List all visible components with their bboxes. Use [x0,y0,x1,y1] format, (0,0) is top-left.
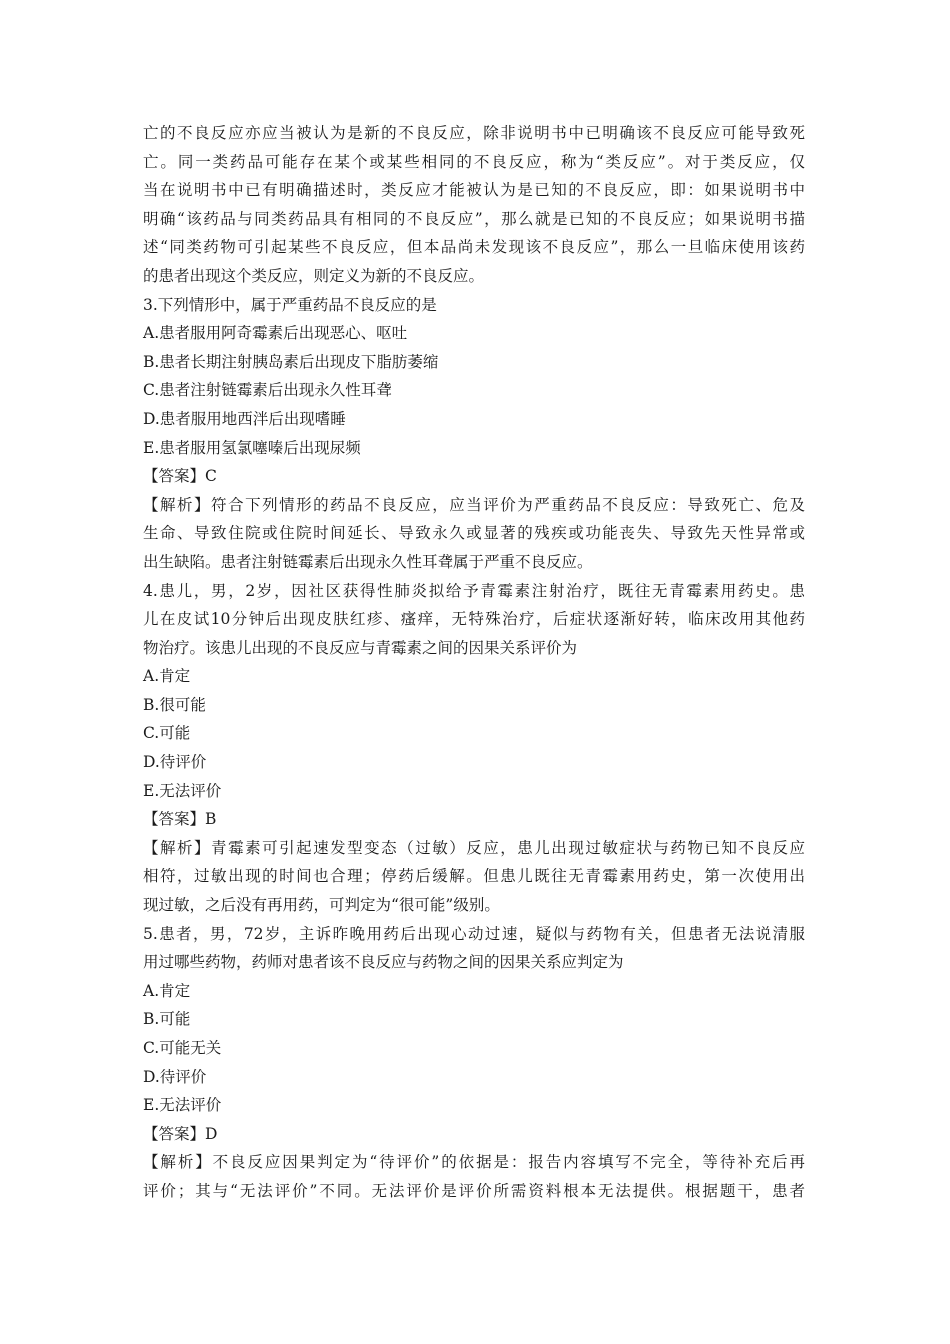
document-body [143,119,805,1206]
text-line: 【解析】符合下列情形的药品不良反应，应当评价为严重药品不良反应：导致死亡、危及 [143,495,805,514]
text-line: 评价；其与“无法评价”不同。无法评价是评价所需资料根本无法提供。根据题干，患者 [143,1181,805,1200]
text-line: 亡的不良反应亦应当被认为是新的不良反应，除非说明书中已明确该不良反应可能导致死 [143,124,805,142]
text-line: 儿在皮试10分钟后出现皮肤红疹、瘙痒，无特殊治疗，后症状逐渐好转，临床改用其他药 [143,610,805,629]
text-line: 生命、导致住院或住院时间延长、导致永久或显著的残疾或功能丧失、导致先天性异常或 [143,524,805,543]
text-line: 【答案】D [143,1124,218,1143]
text-line: 【解析】青霉素可引起速发型变态（过敏）反应，患儿出现过敏症状与药物已知不良反应 [143,838,805,857]
text-line: B.很可能 [143,695,206,714]
text-line: 现过敏，之后没有再用药，可判定为“很可能”级别。 [143,896,500,915]
text-line: C.可能无关 [143,1039,222,1057]
text-line: 3.下列情形中，属于严重药品不良反应的是 [143,295,437,314]
text-line: 【答案】C [143,467,217,486]
text-line: 出生缺陷。患者注射链霉素后出现永久性耳聋属于严重不良反应。 [143,552,593,571]
text-line: 用过哪些药物，药师对患者该不良反应与药物之间的因果关系应判定为 [143,953,624,972]
text-line: 相符，过敏出现的时间也合理；停药后缓解。但患儿既往无青霉素用药史，第一次使用出 [143,867,805,886]
text-line: A.肯定 [143,667,191,686]
text-line: B.可能 [143,1010,191,1029]
text-line: 述“同类药物可引起某些不良反应，但本品尚未发现该不良反应”，那么一旦临床使用该药 [143,238,805,257]
text-line: 【答案】B [143,810,217,829]
text-line: B.患者长期注射胰岛素后出现皮下脂肪萎缩 [143,352,439,371]
text-line: 4.患儿，男，2岁，因社区获得性肺炎拟给予青霉素注射治疗，既往无青霉素用药史。患 [143,581,805,600]
text-line: E.无法评价 [143,1096,222,1115]
text-line: A.患者服用阿奇霉素后出现恶心、呕吐 [143,324,408,343]
text-line: D.患者服用地西泮后出现嗜睡 [143,409,346,428]
text-line: E.无法评价 [143,781,222,800]
text-line: C.可能 [143,724,191,743]
text-line: 物治疗。该患儿出现的不良反应与青霉素之间的因果关系评价为 [143,638,578,657]
text-line: D.待评价 [143,1067,207,1086]
text-line: 亡。同一类药品可能存在某个或某些相同的不良反应，称为“类反应”。对于类反应，仅 [143,152,805,171]
text-line: A.肯定 [143,981,191,1000]
text-line: 明确“该药品与同类药品具有相同的不良反应”，那么就是已知的不良反应；如果说明书描 [143,209,805,228]
text-line: 当在说明书中已有明确描述时，类反应才能被认为是已知的不良反应，即：如果说明书中 [143,181,805,200]
text-line: 【解析】不良反应因果判定为“待评价”的依据是：报告内容填写不完全，等待补充后再 [143,1153,805,1172]
text-line: D.待评价 [143,753,207,772]
text-line: E.患者服用氢氯噻嗪后出现尿频 [143,438,361,457]
text-line: 5.患者，男，72岁，主诉昨晚用药后出现心动过速，疑似与药物有关，但患者无法说清服 [143,924,805,943]
text-line: 的患者出现这个类反应，则定义为新的不良反应。 [143,266,485,285]
text-line: C.患者注射链霉素后出现永久性耳聋 [143,381,392,400]
